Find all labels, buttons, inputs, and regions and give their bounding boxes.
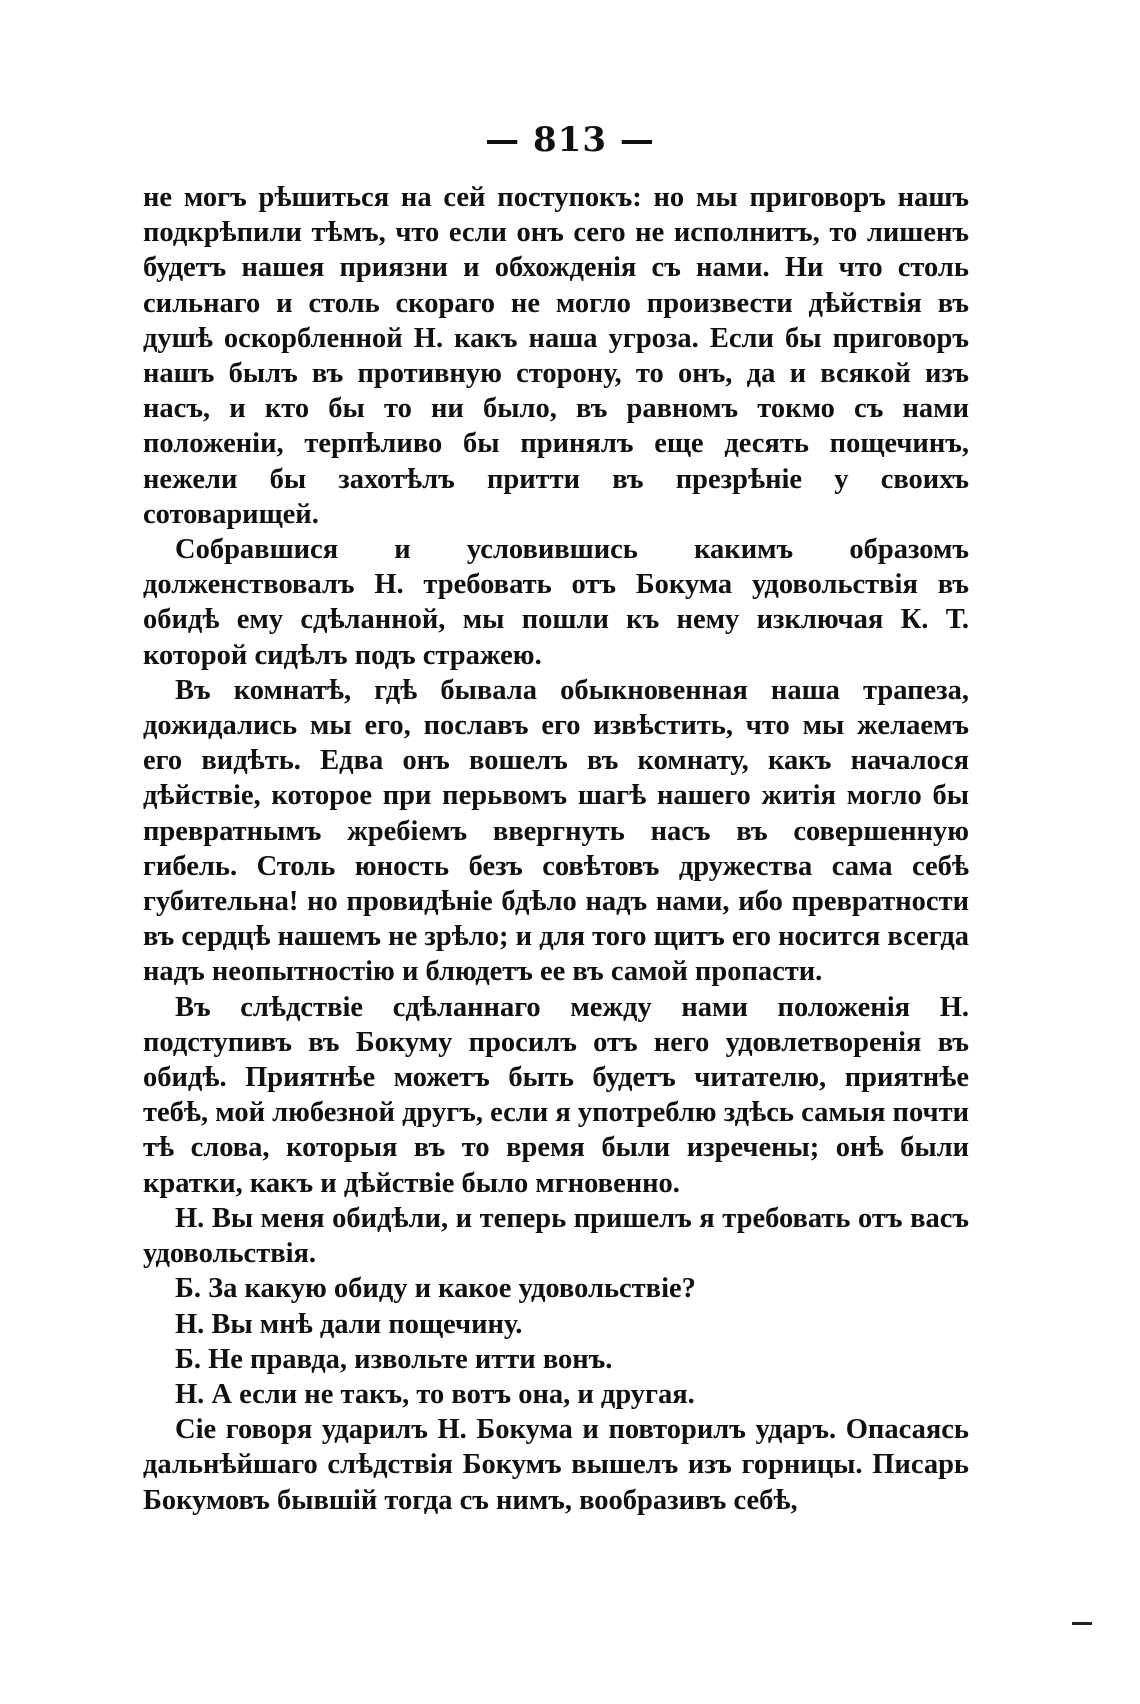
page-number: — 813 —: [485, 120, 655, 160]
dialogue-line: Н. Вы мнѣ дали пощечину.: [175, 1308, 523, 1340]
paragraph: не могъ рѣшиться на сей поступокъ: но мы приговоръ нашъ подкрѣпили тѣмъ, что если онъ сего не исполнитъ, то лишенъ будетъ нашея приязни и обхожденія съ нами. Ни что столь сильнаго и столь скораго не могло произвести дѣйствія въ душѣ оскорбленной Н. какъ наша угроза. Если бы приговоръ нашъ былъ въ противную сторону, то онъ, да и всякой изъ насъ, и кто бы то ни было, въ равномъ токмо съ нами положеніи, терпѣливо бы принялъ еще десять пощечинъ, нежели бы захотѣлъ притти въ презрѣніе у своихъ сотоварищей.: [143, 182, 969, 530]
body-text: [143, 180, 969, 1518]
dialogue-line: Н. А если не такъ, то вотъ она, и другая.: [175, 1378, 695, 1410]
dialogue-line: Н. Вы меня обидѣли, и теперь пришелъ я требовать отъ васъ удовольствія.: [143, 1202, 969, 1270]
dialogue-line: Б. Не правда, извольте итти вонъ.: [175, 1343, 613, 1375]
margin-mark: [1072, 1622, 1092, 1625]
paragraph: Въ слѣдствіе сдѣланнаго между нами положенія Н. подступивъ въ Бокуму просилъ отъ него удовлетворенія въ обидѣ. Приятнѣе можетъ быть будетъ читателю, приятнѣе тебѣ, мой любезной другъ, если я употреблю здѣсь самыя почти тѣ слова, которыя въ то время были изречены; онѣ были кратки, какъ и дѣйствіе было мгновенно.: [143, 991, 969, 1199]
paragraph: Собравшися и условившись какимъ образомъ долженствовалъ Н. требовать отъ Бокума удовольствія въ обидѣ ему сдѣланной, мы пошли къ нему изключая К. Т. которой сидѣлъ подъ стражею.: [143, 534, 969, 671]
dialogue-line: Б. За какую обиду и какое удовольствіе?: [175, 1273, 696, 1305]
paragraph: Сіе говоря ударилъ Н. Бокума и повторилъ ударъ. Опасаясь дальнѣйшаго слѣдствія Бокумъ вышелъ изъ горницы. Писарь Бокумовъ бывшій тогда съ нимъ, вообразивъ себѣ,: [143, 1414, 969, 1516]
paragraph: Въ комнатѣ, гдѣ бывала обыкновенная наша трапеза, дожидались мы его, пославъ его извѣстить, что мы желаемъ его видѣть. Едва онъ вошелъ въ комнату, какъ началося дѣйствіе, которое при перьвомъ шагѣ нашего житія могло бы превратнымъ жребіемъ ввергнуть насъ въ совершенную гибель. Столь юность безъ совѣтовъ дружества сама себѣ губительна! но провидѣніе бдѣло надъ нами, ибо превратности въ сердцѣ нашемъ не зрѣло; и для того щитъ его носится всегда надъ неопытностію и блюдетъ ее въ самой пропасти.: [143, 674, 969, 988]
